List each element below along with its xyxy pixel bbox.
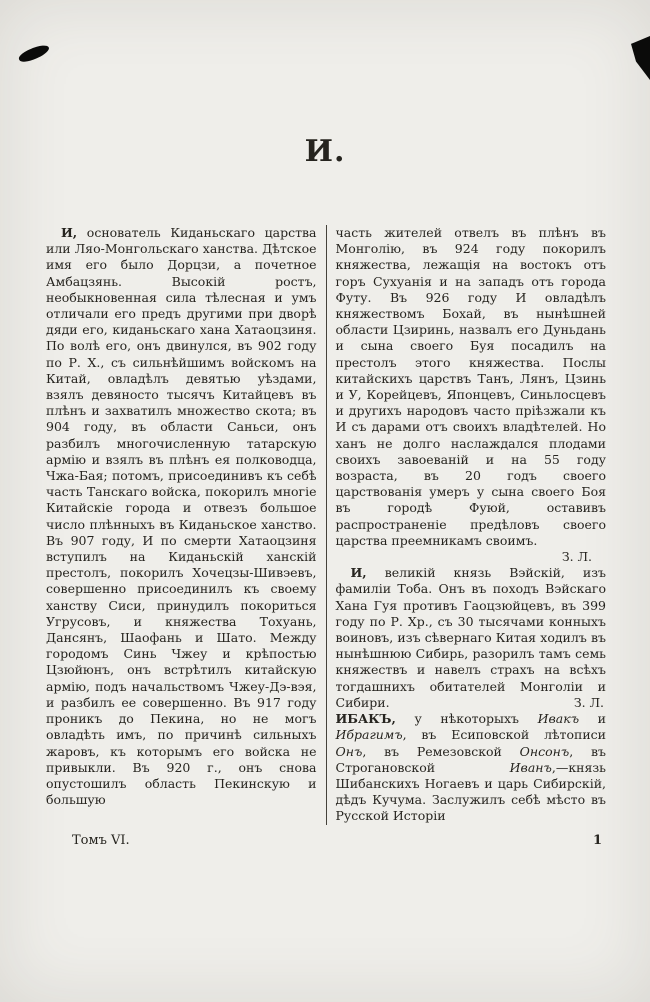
variant-name-on: Онъ [335,743,363,759]
author-signature-i-prince: З. Л. [573,694,604,710]
entry-word-ibak: ИБАКЪ, [335,711,396,727]
page-number: 1 [592,832,602,848]
article-i-khan-continuation [336,225,607,549]
variant-name-onson: Онсонъ [519,743,570,759]
article-ibak-text-5: , въ Строгановской [335,743,606,775]
variant-name-ivan: Иванъ [509,759,552,775]
variant-name-ibragim: Ибрагимъ [335,727,403,743]
article-ibak-text-2: и [579,711,606,727]
entry-word-i-prince: И, [350,565,367,581]
article-ibak-text-3: , въ Есиповской лѣтописи [402,727,606,743]
section-letter-heading: И. [304,134,346,169]
text-columns [46,225,606,825]
page-footer [72,833,602,848]
article-i-khan-left-text: основатель Киданьскаго царства или Ляо-Монгольскаго ханства. Дѣтское имя его было Дорцзи, а почетное Амбацзянь. Высокій ростъ, необыкновенная сила тѣлесная и умъ отличали его предъ другими при дворѣ дяди его, киданьскаго хана Хатаоцзиня. По волѣ его, онъ двинулся, въ 902 году по Р. Х., съ сильнѣйшимъ войскомъ на Китай, овладѣлъ девятью уѣздами, взялъ девяносто тысячъ Китайцевъ въ плѣнъ и захватилъ множество скота; въ 904 году, въ области Саньси, онъ разбилъ многочисленную татарскую армію и взялъ въ плѣнъ ея полководца, Чжа-Бая; потомъ, присоединивъ къ себѣ часть Танскаго войска, покорилъ многіе Китайскіе города и отвезъ большое число плѣнныхъ въ Киданьское ханство. Въ 907 году, И по смерти Хатаоцзиня вступилъ на Киданьскій ханскій престолъ, покорилъ Хочецзы-Шивэевъ, совершенно присоединилъ къ своему ханству Сиси, принудилъ покориться Угрусовъ, и княжества Тохуань, Дансянъ, Шаофань и Шато. Между городомъ Синь Чжеу и крѣпостью Цзюйюнъ, онъ встрѣтилъ китайскую армію, подъ начальствомъ Чжеу-Дэ-вэя, и разбилъ ее совершенно. Въ 917 году проникъ до Пекина, но не могъ овладѣть имъ, по причинѣ сильныхъ жаровъ, къ которымъ его войска не привыкли. Въ 920 г., онъ снова опустошилъ область Пекинскую и большую [46,225,317,808]
author-signature-i-khan: З. Л. [561,549,592,565]
entry-word-i: И, [61,225,78,240]
article-i-khan-left [46,225,317,808]
article-i-khan-right-text: часть жителей отвелъ въ плѣнъ въ Монголію, въ 924 году покорилъ княжества, лежащія на востокъ отъ горъ Сухуанія и на западъ отъ города Футу. Въ 926 году И овладѣлъ княжествомъ Бохай, въ нынѣшней области Цзиринь, назвалъ его Дуньдань и сына своего Буя посадилъ на престолъ этого княжества. Послы китайскихъ царствъ Танъ, Лянъ, Цзинь и У, Корейцевъ, Японцевъ, Синьлосцевъ и другихъ народовъ часто пріѣзжали къ И съ дарами отъ своихъ владѣтелей. Но ханъ не долго наслаждался плодами своихъ завоеваній и на 55 году возраста, въ 20 годъ своего царствованія умеръ у сына своего Боя въ городѣ Фуюй, оставивъ распространеніе предѣловъ своего царства преемникамъ своимъ. [335,225,606,548]
volume-label: Томъ VI. [72,832,130,848]
variant-name-ivak: Ивакъ [537,711,580,727]
article-ibak-text-1: у нѣкоторыхъ [395,711,538,727]
article-i-prince-text: великій князь Вэйскій, изъ фамиліи Тоба. Онъ въ походъ Вэйскаго Хана Гуя противъ Гаоцзюйцевъ, въ 399 году по Р. Хр., съ 30 тысячами конныхъ воиновъ, изъ сѣвернаго Китая ходилъ въ нынѣшнюю Сибирь, разорилъ тамъ семь княжествъ и навелъ страхъ на всѣхъ тогдашнихъ обитателей Монголіи и Сибири. [335,565,606,710]
article-ibak-text-6: ,—князь Шибанскихъ Ногаевъ и царь Сибирскій, дѣдъ Кучума. Заслужилъ себѣ мѣсто въ Русской Исторіи [335,759,606,824]
right-column [327,225,607,825]
article-i-prince [336,565,607,711]
article-ibak-text-4: , въ Ремезовской [362,743,520,759]
article-ibak [336,711,607,824]
left-column [46,225,326,825]
